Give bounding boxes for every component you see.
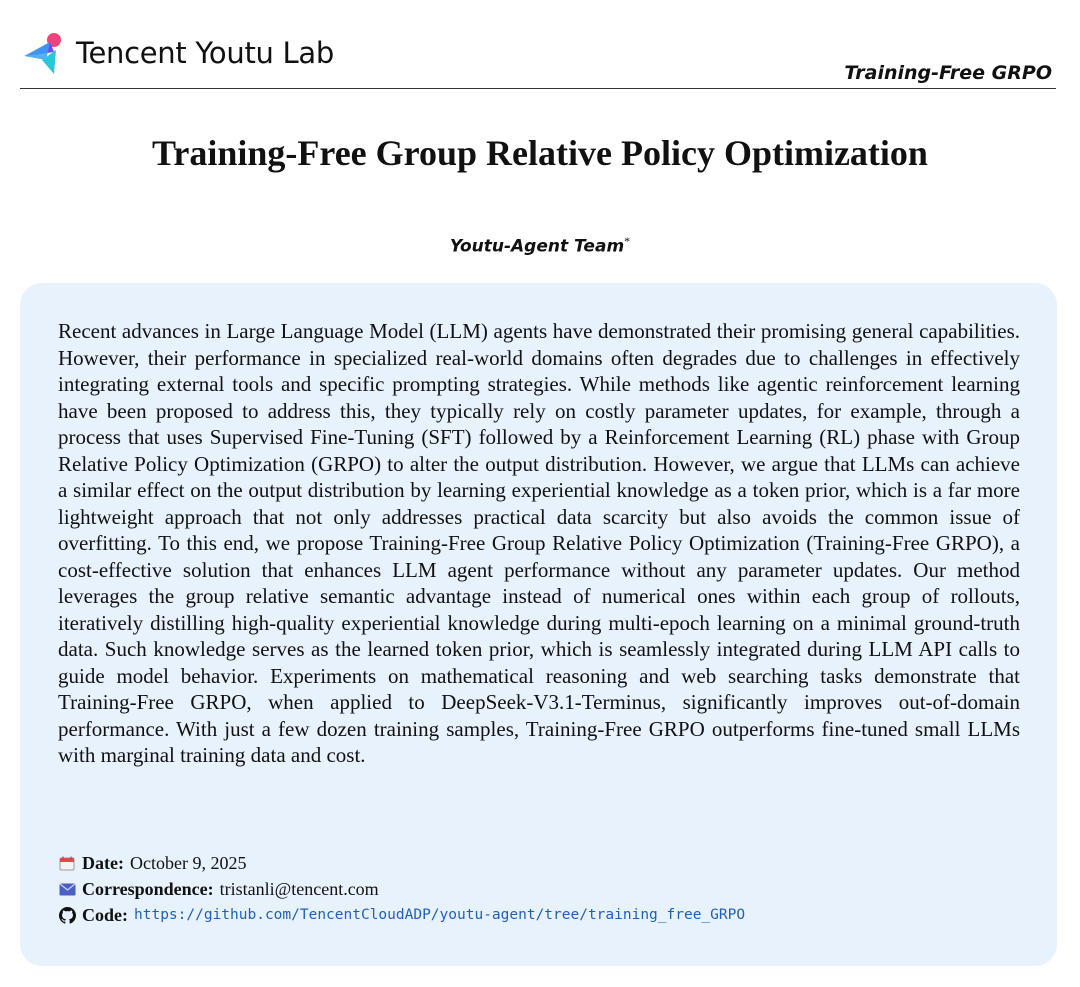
abstract-text: Recent advances in Large Language Model (LLM) agents have demonstrated their promising general capabilities. However, their performance in specialized real-world domains often degrades due to challenges in effectively integrating external tools and specific prompting strategies. While methods like agentic reinforcement learning have been proposed to address this, they typically rely on costly parameter updates, for example, through a process that uses Supervised Fine-Tuning (SFT) followed by a Reinforcement Learning (RL) phase with Group Relative Policy Optimization (GRPO) to alter the output distribution. However, we argue that LLMs can achieve a similar effect on the output distribution by learning experiential knowledge as a token prior, which is a far more lightweight approach that not only addresses practical data scarcity but also avoids the common issue of overfitting. To this end, we propose Training-Free Group Relative Policy Optimization (Training-Free GRPO), a cost-effective solution that enhances LLM agent performance without any parameter updates. Our method leverages the group relative semantic advantage instead of numerical ones within each group of rollouts, iteratively distilling high-quality experiential knowledge during multi-epoch learning on a minimal ground-truth data. Such knowledge serves as the learned token prior, which is seamlessly integrated during LLM API calls to guide model behavior. Experiments on mathematical reasoning and web searching tasks demonstrate that Training-Free GRPO, when applied to DeepSeek-V3.1-Terminus, significantly improves out-of-domain performance. With just a few dozen training samples, Training-Free GRPO outperforms fine-tuned small LLMs with marginal training data and cost. xyxy=(58,319,1020,767)
github-icon xyxy=(58,907,76,923)
author-name: Youtu-Agent Team xyxy=(449,236,625,257)
code-label: Code: xyxy=(82,905,128,925)
metadata-block xyxy=(58,850,745,928)
header-logo xyxy=(20,30,334,76)
paper-title: Training-Free Group Relative Policy Optimization xyxy=(152,133,928,173)
code-row xyxy=(58,902,745,928)
date-label: Date: xyxy=(82,853,124,873)
envelope-icon xyxy=(58,881,76,897)
code-repo-link[interactable]: https://github.com/TencentCloudADP/youtu-agent/tree/training_free_GRPO xyxy=(134,907,746,923)
calendar-icon xyxy=(58,855,76,871)
date-value: October 9, 2025 xyxy=(129,853,247,873)
logo-text: Tencent Youtu Lab xyxy=(76,36,334,70)
youtu-logo-icon xyxy=(20,30,66,76)
correspondence-email[interactable]: tristanli@tencent.com xyxy=(219,879,379,899)
correspondence-row xyxy=(58,876,745,902)
header-divider xyxy=(20,88,1056,89)
running-title: Training-Free GRPO xyxy=(844,62,1052,84)
date-row xyxy=(58,850,745,876)
author-footnote-mark: * xyxy=(624,234,631,248)
author-line xyxy=(0,234,1080,257)
correspondence-label: Correspondence: xyxy=(82,879,214,899)
